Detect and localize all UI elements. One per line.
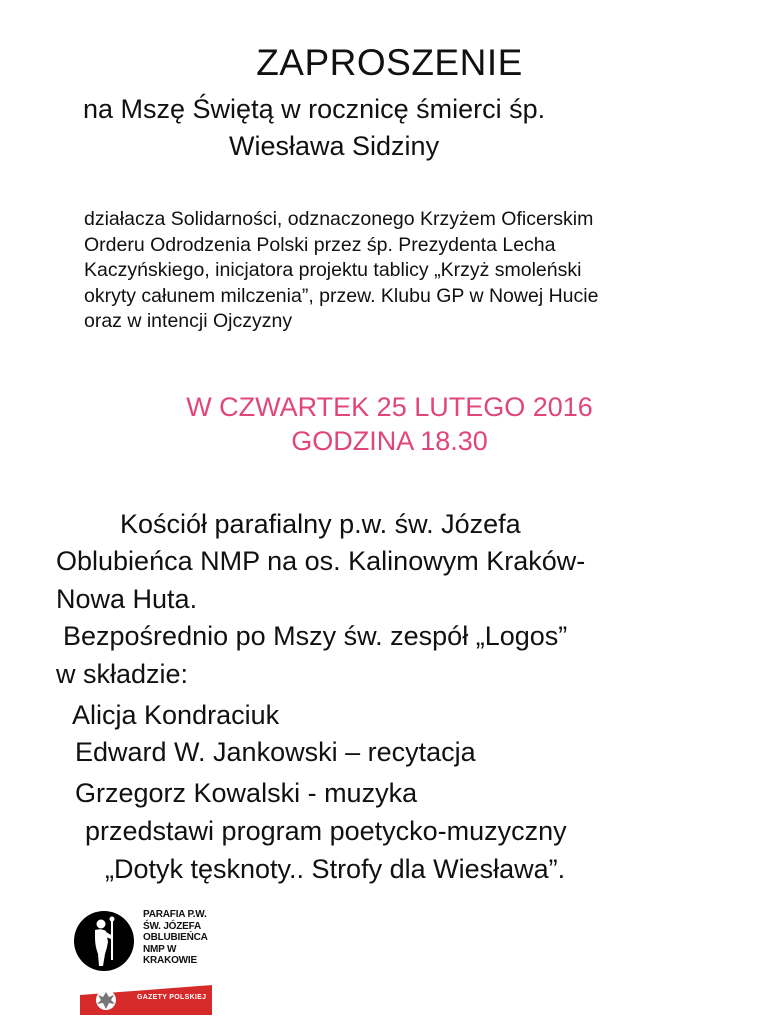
subtitle-line-2: Wiesława Sidziny [229,131,440,161]
performer-3: Grzegorz Kowalski - muzyka [75,778,418,808]
performer-2: Edward W. Jankowski – recytacja [75,737,476,767]
club-name: GAZETY POLSKIEJ [137,994,207,1001]
parish-name-line: ŚW. JÓZEFA [143,920,202,932]
body-line-after-mass: Bezpośrednio po Mszy św. zespół „Logos” [63,621,568,651]
description-line: Kaczyńskiego, inicjatora projektu tablicy „Krzyż smoleński [84,259,582,281]
description [84,207,744,335]
parish-name [143,909,208,967]
parish-name-line: PARAFIA P.W. [143,909,207,920]
event-time: GODZINA 18.30 [291,426,488,456]
program-title: „Dotyk tęsknoty.. Strofy dla Wiesława”. [105,854,566,884]
invitation-title: ZAPROSZENIE [256,42,523,83]
eagle-icon [96,990,116,1010]
body-line-location: Oblubieńca NMP na os. Kalinowym Kraków- [56,546,586,576]
body-line-city: Nowa Huta. [56,584,198,614]
parish-figure-icon [73,910,135,972]
parish-name-line: OBLUBIEŃCA [143,932,208,943]
description-line: okryty całunem milczenia”, przew. Klubu GP w Nowej Hucie [84,284,599,307]
parish-name-line: KRAKOWIE [143,955,197,966]
event-date: W CZWARTEK 25 LUTEGO 2016 [186,392,593,422]
parish-name-line: NMP W [143,943,177,955]
body-line-church: Kościół parafialny p.w. św. Józefa [120,509,521,539]
description-line: oraz w intencji Ojczyzny [84,310,293,332]
description-line: Orderu Odrodzenia Polski przez śp. Prezydenta Lecha [84,233,556,256]
description-line: działacza Solidarności, odznaczonego Krzyżem Oficerskim [84,208,594,230]
performer-1: Alicja Kondraciuk [72,700,280,730]
body-line-composition: w składzie: [56,659,189,689]
subtitle-line-1: na Mszę Świętą w rocznicę śmierci śp. [83,94,546,124]
body-line-program: przedstawi program poetycko-muzyczny [85,816,567,846]
